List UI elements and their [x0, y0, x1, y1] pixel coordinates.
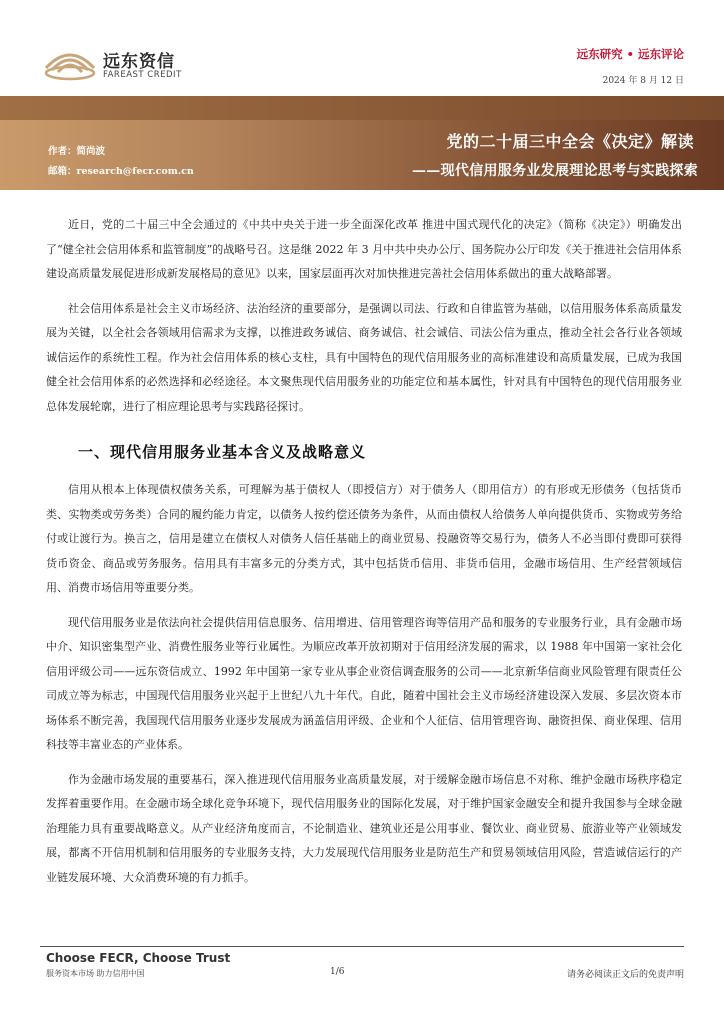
- report-series: 远东研究 • 远东评论: [576, 47, 684, 61]
- fareast-credit-logo-icon: [40, 42, 100, 82]
- brand-name-cn: 远东资信: [103, 52, 175, 72]
- report-title: 党的二十届三中全会《决定》解读: [446, 132, 694, 151]
- author-email: 邮箱：research@fecr.com.cn: [48, 166, 194, 177]
- disclaimer-note: 请务必阅读正文后的免责声明: [566, 970, 684, 980]
- section-paragraph: 信用从根本上体现债权债务关系，可理解为基于债权人（即授信方）对于债务人（即用信方）的有形或无形债务（包括货币类、实物类或劳务类）合同的履约能力肯定，以债务人按约偿还债务为条件，从而由债权人给债务人单向提供货币、实物或劳务给付或让渡行为。换言之，信用是建立在债权人对债务人信任基础上的商业贸易、投融资等交易行为，债务人不必当即付费即可获得货币资金、商品或劳务服务。信用具有丰富多元的分类方式，其中包括货币信用、非货币信用，金融市场信用、生产经营领域信用、消费市场信用等重要分类。: [46, 483, 682, 594]
- intro-paragraph: 社会信用体系是社会主义市场经济、法治经济的重要部分，是强调以司法、行政和自律监管为基础，以信用服务体系高质量发展为关键，以全社会各领域用信需求为支撑，以推进政务诚信、商务诚信、社会诚信、司法公信为重点，推动全社会各行业各领域诚信运作的系统性工程。作为社会信用体系的核心支柱，具有中国特色的现代信用服务业的高标准建设和高质量发展，已成为我国健全社会信用体系的必然选择和必经途径。本文聚焦现代信用服务业的功能定位和基本属性，针对具有中国特色的现代信用服务业总体发展轮廓，进行了相应理论思考与实践路径探讨。: [46, 301, 682, 413]
- report-body: [46, 213, 682, 900]
- section-paragraph: 作为金融市场发展的重要基石，深入推进现代信用服务业高质量发展，对于缓解金融市场信息不对称、维护金融市场秩序稳定发挥着重要作用。在金融市场全球化竞争环境下，现代信用服务业的国际化发展，对于维护国家金融安全和提升我国参与全球金融治理能力具有重要战略意义。从产业经济角度而言，不论制造业、建筑业还是公用事业、餐饮业、商业贸易、旅游业等产业领域发展，都离不开信用机制和信用服务的专业服务支持，大力发展现代信用服务业是防范生产和贸易领域信用风险，营造诚信运行的产业链发展环境、大众消费环境的有力抓手。: [46, 772, 682, 884]
- section-heading: 一、现代信用服务业基本含义及战略意义: [78, 443, 367, 461]
- banner-top-strip: [0, 96, 724, 120]
- page-number: 1/6: [330, 967, 345, 977]
- report-subtitle: ——现代信用服务业发展理论思考与实践探索: [412, 163, 698, 179]
- author: 作者：简尚波: [48, 146, 106, 157]
- brand-name-en: FAREAST CREDIT: [103, 70, 182, 80]
- intro-paragraph: 近日，党的二十届三中全会通过的《中共中央关于进一步全面深化改革 推进中国式现代化的决定》（简称《决定》）明确发出了“健全社会信用体系和监管制度”的战略号召。这是继 2022 年 3 月中共中央办公厅、国务院办公厅印发《关于推进社会信用体系建设高质量发展促进形成新发展格局的意见》以来，国家层面再次对加快推进完善社会信用体系做出的重大战略部署。: [46, 218, 682, 280]
- section-paragraph: 现代信用服务业是依法向社会提供信用信息服务、信用增进、信用管理咨询等信用产品和服务的专业服务行业，具有金融市场中介、知识密集型产业、消费性服务业等行业属性。为顺应改革开放初期对于信用经济发展的需求，以 1988 年中国第一家社会化信用评级公司——远东资信成立、1992 年中国第一家专业从事企业资信调查服务的公司——北京新华信商业风险管理有限责任公司成立等为标志，中国现代信用服务业兴起于上世纪八九十年代。自此，随着中国社会主义市场经济建设深入发展、多层次资本市场体系不断完善，我国现代信用服务业逐步发展成为涵盖信用评级、企业和个人征信、信用管理咨询、融资担保、商业保理、信用科技等丰富业态的产业体系。: [46, 615, 682, 751]
- footer-tagline: Choose FECR, Choose Trust: [46, 951, 231, 965]
- footer-divider: [40, 946, 684, 947]
- report-date: 2024 年 8 月 12 日: [602, 76, 684, 86]
- footer-motto: 服务资本市场 助力信用中国: [46, 969, 145, 978]
